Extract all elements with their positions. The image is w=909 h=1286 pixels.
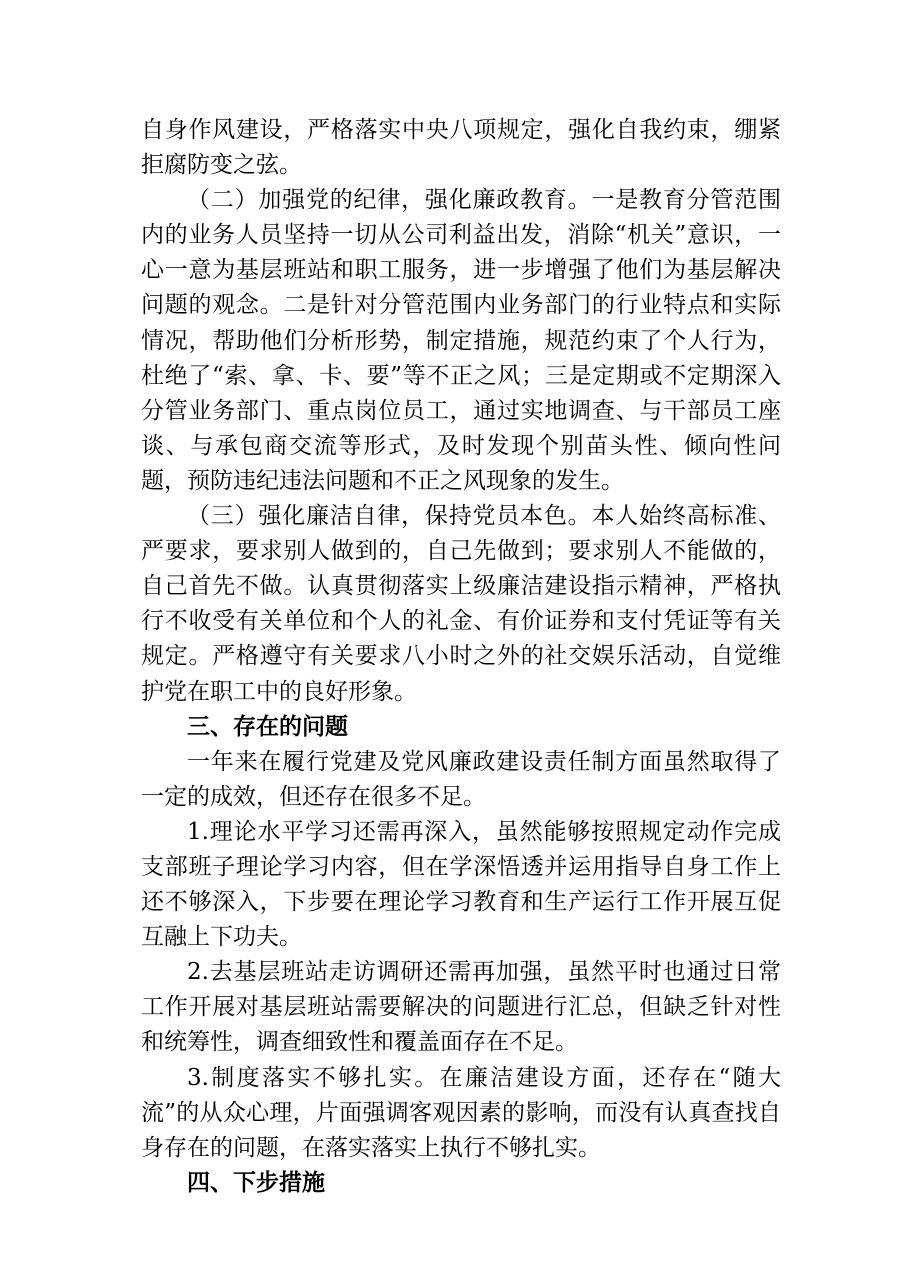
paragraph-problems-intro: 一年来在履行党建及党风廉政建设责任制方面虽然取得了一定的成效，但还存在很多不足。 xyxy=(141,748,781,810)
paragraph-party-discipline: （二）加强党的纪律，强化廉政教育。一是教育分管范围内的业务人员坚持一切从公司利益出发，消除“机关”意识，一心一意为基层班站和职工服务，进一步增强了他们为基层解决问题的观念。二是针对分管范围内业务部门的行业特点和实际情况，帮助他们分析形势，制定措施，规范约束了个人行为，杜绝了“索、拿、卡、要”等不正之风；三是定期或不定期深入分管业务部门、重点岗位员工，通过实地调查、与干部员工座谈、与承包商交流等形式，及时发现个别苗头性、倾向性问题，预防违纪违法问题和不正之风现象的发生。 xyxy=(141,187,781,494)
paragraph-continuation: 自身作风建设，严格落实中央八项规定，强化自我约束，绷紧拒腐防变之弦。 xyxy=(141,117,781,179)
paragraph-problem-3: 3.制度落实不够扎实。在廉洁建设方面，还存在“随大流”的从众心理，片面强调客观因素的影响，而没有认真查找自身存在的问题，在落实落实上执行不够扎实。 xyxy=(141,1064,781,1161)
paragraph-self-discipline: （三）强化廉洁自律，保持党员本色。本人始终高标准、严要求，要求别人做到的，自己先做到；要求别人不能做的，自己首先不做。认真贯彻落实上级廉洁建设指示精神，严格执行不收受有关单位和个人的礼金、有价证券和支付凭证等有关规定。严格遵守有关要求八小时之外的社交娱乐活动，自觉维护党在职工中的良好形象。 xyxy=(141,503,781,705)
section-heading-problems: 三、存在的问题 xyxy=(187,713,348,740)
paragraph-problem-2: 2.去基层班站走访调研还需再加强，虽然平时也通过日常工作开展对基层班站需要解决的问题进行汇总，但缺乏针对性和统筹性，调查细致性和覆盖面存在不足。 xyxy=(141,959,781,1056)
document-body xyxy=(141,113,781,1201)
section-heading-next-steps: 四、下步措施 xyxy=(187,1169,325,1196)
paragraph-problem-1: 1.理论水平学习还需再深入，虽然能够按照规定动作完成支部班子理论学习内容，但在学深悟透并运用指导自身工作上还不够深入，下步要在理论学习教育和生产运行工作开展互促互融上下功夫。 xyxy=(141,818,781,951)
